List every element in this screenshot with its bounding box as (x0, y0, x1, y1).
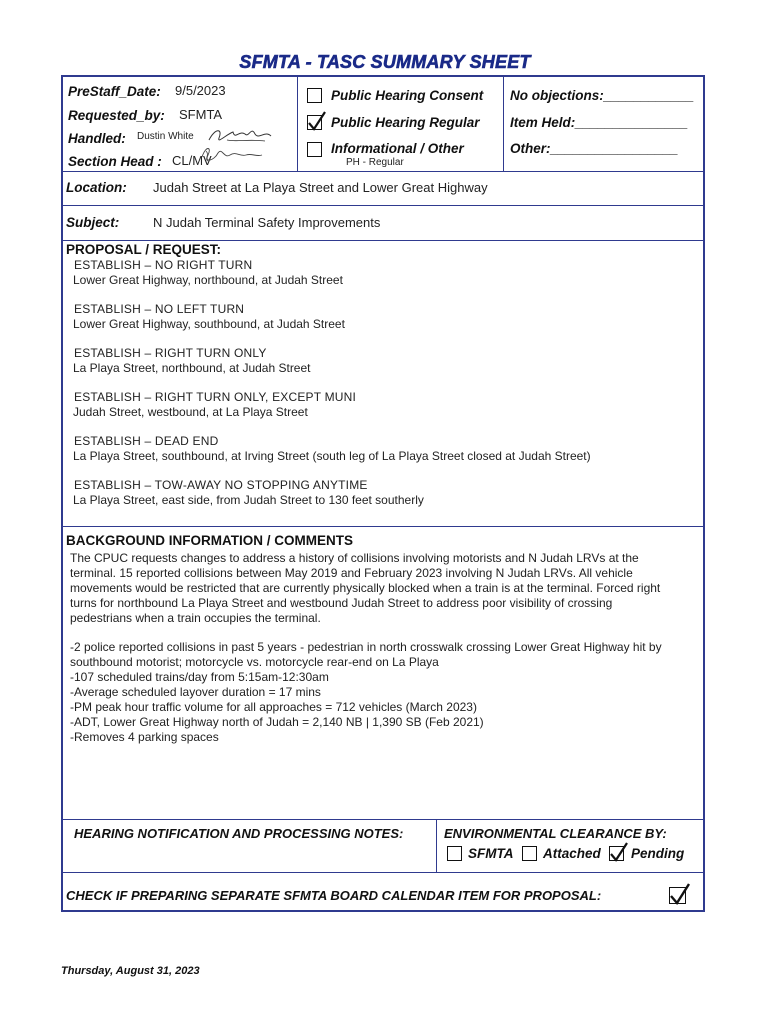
checkmark-icon (307, 110, 327, 132)
header-divider-left (297, 76, 298, 172)
subject-value: N Judah Terminal Safety Improvements (153, 215, 381, 230)
proposal-action: ESTABLISH – RIGHT TURN ONLY, EXCEPT MUNI (74, 390, 357, 404)
proposal-action: ESTABLISH – TOW-AWAY NO STOPPING ANYTIME (74, 478, 368, 492)
proposal-detail: La Playa Street, east side, from Judah Street to 130 feet southerly (73, 493, 424, 507)
paragraph-line: movements would be restricted that are currently physically blocked when a train is at the terminal. Forced right (70, 581, 661, 595)
paragraph-line: pedestrians when a train occupies the terminal. (70, 611, 321, 625)
proposal-action: ESTABLISH – NO RIGHT TURN (74, 258, 253, 272)
location-label: Location: (66, 180, 127, 195)
rule-background (62, 819, 704, 820)
prestaff-date-value[interactable]: 9/5/2023 (175, 83, 226, 98)
proposal-detail: La Playa Street, southbound, at Irving Street (south leg of La Playa Street closed at Judah Street) (73, 449, 591, 463)
public-hearing-regular-checkbox[interactable] (307, 115, 322, 130)
location-value: Judah Street at La Playa Street and Lower Great Highway (153, 180, 488, 195)
bullet-line: -ADT, Lower Great Highway north of Judah = 2,140 NB | 1,390 SB (Feb 2021) (70, 715, 484, 729)
requested-by-value[interactable]: SFMTA (179, 107, 223, 122)
proposal-heading: PROPOSAL / REQUEST: (66, 242, 222, 257)
prestaff-date-label: PreStaff_Date: (68, 84, 161, 99)
footer-date: Thursday, August 31, 2023 (61, 965, 200, 977)
environmental-clearance-label: ENVIRONMENTAL CLEARANCE BY: (444, 826, 667, 841)
rule-notes (62, 872, 704, 873)
notes-divider (436, 820, 437, 872)
env-pending-label: Pending (631, 846, 685, 861)
ph-note: PH - Regular (346, 157, 404, 168)
hearing-notification-label: HEARING NOTIFICATION AND PROCESSING NOTES: (74, 826, 404, 841)
section-head-signature (196, 143, 266, 167)
env-sfmta-label: SFMTA (468, 846, 514, 861)
rule-subject (62, 240, 704, 241)
paragraph-line: The CPUC requests changes to address a history of collisions involving motorists and N Judah LRVs at the (70, 551, 639, 565)
paragraph-line: terminal. 15 reported collisions between May 2019 and February 2023 involving N Judah LRVs. All vehicle (70, 566, 633, 580)
rule-header (62, 171, 704, 172)
env-pending-checkbox[interactable] (609, 846, 624, 861)
no-objections-label[interactable]: No objections:____________ (510, 88, 694, 103)
informational-other-label: Informational / Other (331, 141, 464, 156)
bullet-line: -Removes 4 parking spaces (70, 730, 219, 744)
subject-label: Subject: (66, 215, 120, 230)
public-hearing-regular-label: Public Hearing Regular (331, 115, 480, 130)
rule-proposal (62, 526, 704, 527)
header-divider-right (503, 76, 504, 172)
public-hearing-consent-label: Public Hearing Consent (331, 88, 484, 103)
proposal-action: ESTABLISH – DEAD END (74, 434, 219, 448)
bullet-line: -Average scheduled layover duration = 17 mins (70, 685, 321, 699)
proposal-detail: Judah Street, westbound, at La Playa Street (73, 405, 308, 419)
checkmark-icon (669, 882, 691, 906)
proposal-detail: Lower Great Highway, northbound, at Judah Street (73, 273, 343, 287)
background-paragraph (70, 551, 698, 626)
item-held-label[interactable]: Item Held:_______________ (510, 115, 688, 130)
rule-location (62, 205, 704, 206)
sheet-title: SFMTA - TASC SUMMARY SHEET (239, 52, 531, 72)
bullet-line: -PM peak hour traffic volume for all approaches = 712 vehicles (March 2023) (70, 700, 477, 714)
bullet-line: -107 scheduled trains/day from 5:15am-12:30am (70, 670, 329, 684)
background-bullets (70, 640, 698, 745)
board-calendar-label: CHECK IF PREPARING SEPARATE SFMTA BOARD CALENDAR ITEM FOR PROPOSAL: (66, 888, 602, 903)
board-calendar-checkbox[interactable] (669, 887, 686, 904)
checkmark-icon (609, 841, 629, 863)
proposal-action: ESTABLISH – RIGHT TURN ONLY (74, 346, 267, 360)
background-heading: BACKGROUND INFORMATION / COMMENTS (66, 533, 353, 548)
handled-value[interactable]: Dustin White (137, 131, 194, 142)
bullet-line: -2 police reported collisions in past 5 years - pedestrian in north crosswalk crossing Lower Great Highway hit by (70, 640, 662, 654)
section-head-label: Section Head : (68, 154, 162, 169)
paragraph-line: turns for northbound La Playa Street and westbound Judah Street to address poor visibility of crossing (70, 596, 613, 610)
env-sfmta-checkbox[interactable] (447, 846, 462, 861)
informational-other-checkbox[interactable] (307, 142, 322, 157)
section-head-value[interactable]: CL/MV (172, 153, 212, 168)
proposal-detail: La Playa Street, northbound, at Judah Street (73, 361, 311, 375)
handled-label: Handled: (68, 131, 126, 146)
env-attached-checkbox[interactable] (522, 846, 537, 861)
proposal-action: ESTABLISH – NO LEFT TURN (74, 302, 245, 316)
proposal-detail: Lower Great Highway, southbound, at Judah Street (73, 317, 345, 331)
requested-by-label: Requested_by: (68, 108, 165, 123)
other-label[interactable]: Other:_________________ (510, 141, 679, 156)
bullet-line: southbound motorist; motorcycle vs. motorcycle rear-end on La Playa (70, 655, 439, 669)
env-attached-label: Attached (543, 846, 601, 861)
public-hearing-consent-checkbox[interactable] (307, 88, 322, 103)
